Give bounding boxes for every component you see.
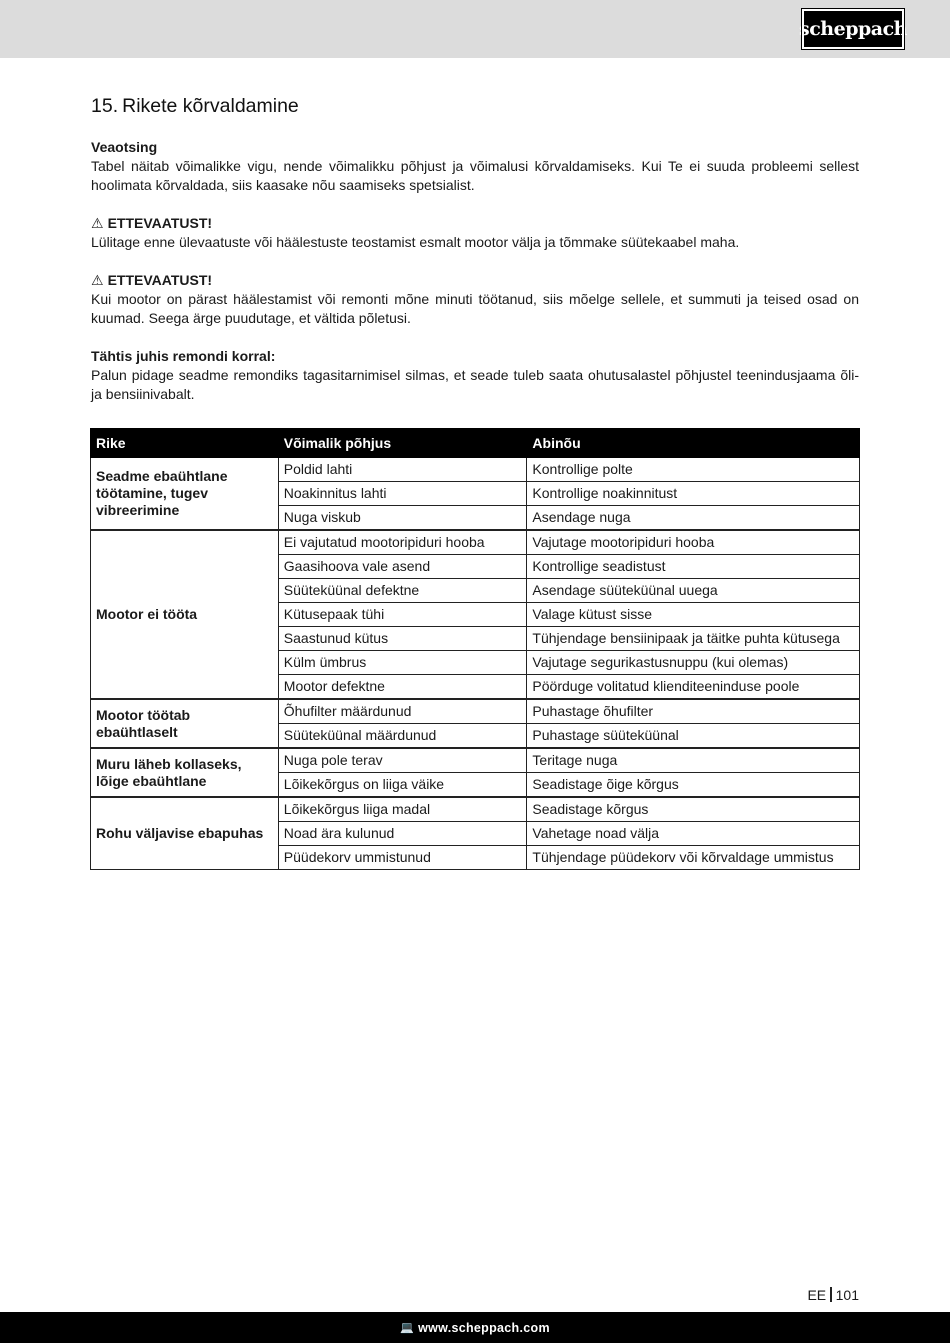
cause-cell: Süüteküünal defektne <box>278 579 527 603</box>
header-bar <box>0 0 950 58</box>
remedy-cell: Vajutage mootoripiduri hooba <box>527 530 860 555</box>
cause-cell: Lõikekõrgus liiga madal <box>278 797 527 822</box>
caution-text-2: Kui mootor on pärast häälestamist või remonti mõne minuti töötanud, siis mõelge sellele, et summuti ja teised osad on kuumad. Seega ärge puudutage, et vältida põletusi. <box>91 291 859 326</box>
fault-cell: Muru läheb kollaseks, lõige ebaühtlane <box>91 748 279 797</box>
remedy-cell: Vahetage noad välja <box>527 822 860 846</box>
cause-cell: Külm ümbrus <box>278 651 527 675</box>
troubleshooting-heading: Veaotsing <box>91 139 158 155</box>
remedy-cell: Asendage süüteküünal uuega <box>527 579 860 603</box>
table-body <box>91 458 860 870</box>
cause-cell: Poldid lahti <box>278 458 527 482</box>
section-number: 15. <box>91 95 119 117</box>
remedy-cell: Tühjendage püüdekorv või kõrvaldage ummistus <box>527 846 860 870</box>
cause-cell: Noad ära kulunud <box>278 822 527 846</box>
table-header-row <box>91 429 860 458</box>
warning-triangle-icon: ⚠ <box>91 215 104 231</box>
remedy-cell: Seadistage kõrgus <box>527 797 860 822</box>
scheppach-logo: scheppach <box>802 9 904 49</box>
remedy-cell: Puhastage õhufilter <box>527 699 860 724</box>
cause-cell: Püüdekorv ummistunud <box>278 846 527 870</box>
cause-cell: Nuga pole terav <box>278 748 527 773</box>
website-link[interactable]: www.scheppach.com <box>418 1320 550 1335</box>
monitor-icon: 💻 <box>400 1322 415 1334</box>
table-row <box>91 458 860 482</box>
cause-cell: Saastunud kütus <box>278 627 527 651</box>
column-header-fault: Rike <box>91 429 279 458</box>
caution-heading-2 <box>91 271 859 290</box>
table-row <box>91 797 860 822</box>
table-row <box>91 699 860 724</box>
remedy-cell: Teritage nuga <box>527 748 860 773</box>
footer-bar <box>0 1312 950 1343</box>
repair-note-text: Palun pidage seadme remondiks tagasitarnimisel silmas, et seade tuleb saata ohutusalastel põhjustel teenindusjaama õli- ja bensiinivabalt. <box>91 367 859 402</box>
remedy-cell: Pöörduge volitatud klienditeeninduse poole <box>527 675 860 700</box>
cause-cell: Lõikekõrgus on liiga väike <box>278 773 527 798</box>
cause-cell: Mootor defektne <box>278 675 527 700</box>
repair-note-heading: Tähtis juhis remondi korral: <box>91 348 276 364</box>
main-content <box>91 95 859 423</box>
remedy-cell: Kontrollige polte <box>527 458 860 482</box>
cause-cell: Gaasihoova vale asend <box>278 555 527 579</box>
table-row <box>91 748 860 773</box>
cause-cell: Süüteküünal määrdunud <box>278 724 527 749</box>
page-number-value: 101 <box>835 1287 859 1303</box>
warning-triangle-icon: ⚠ <box>91 272 104 288</box>
repair-note-block <box>91 347 859 404</box>
caution-heading-text-1: ETTEVAATUST! <box>107 215 213 231</box>
cause-cell: Nuga viskub <box>278 506 527 531</box>
column-header-remedy: Abinõu <box>527 429 860 458</box>
caution-heading-1 <box>91 214 859 233</box>
cause-cell: Noakinnitus lahti <box>278 482 527 506</box>
remedy-cell: Asendage nuga <box>527 506 860 531</box>
remedy-cell: Seadistage õige kõrgus <box>527 773 860 798</box>
page-number <box>807 1287 859 1303</box>
caution-heading-text-2: ETTEVAATUST! <box>107 272 213 288</box>
cause-cell: Ei vajutatud mootoripiduri hooba <box>278 530 527 555</box>
column-header-cause: Võimalik põhjus <box>278 429 527 458</box>
section-title <box>91 95 859 118</box>
remedy-cell: Vajutage segurikastusnuppu (kui olemas) <box>527 651 860 675</box>
troubleshooting-text: Tabel näitab võimalikke vigu, nende võimalikku põhjust ja võimalusi kõrvaldamiseks. Kui Te ei suuda probleemi sellest hoolimata kõrvaldada, siis kaasake nõu saamiseks spetsialist. <box>91 158 859 193</box>
remedy-cell: Puhastage süüteküünal <box>527 724 860 749</box>
cause-cell: Kütusepaak tühi <box>278 603 527 627</box>
remedy-cell: Kontrollige seadistust <box>527 555 860 579</box>
language-code: EE <box>807 1287 827 1303</box>
table-row <box>91 530 860 555</box>
cause-cell: Õhufilter määrdunud <box>278 699 527 724</box>
caution-block-2 <box>91 271 859 328</box>
remedy-cell: Kontrollige noakinnitust <box>527 482 860 506</box>
section-title-text: Rikete kõrvaldamine <box>122 95 299 117</box>
caution-text-1: Lülitage enne ülevaatuste või häälestuste teostamist esmalt mootor välja ja tõmmake süütekaabel maha. <box>91 234 740 250</box>
remedy-cell: Valage kütust sisse <box>527 603 860 627</box>
troubleshooting-table <box>90 428 860 870</box>
fault-cell: Mootor ei tööta <box>91 530 279 699</box>
fault-cell: Seadme ebaühtlane töötamine, tugev vibreerimine <box>91 458 279 531</box>
caution-block-1 <box>91 214 859 252</box>
remedy-cell: Tühjendage bensiinipaak ja täitke puhta kütusega <box>527 627 860 651</box>
page-separator <box>830 1287 832 1302</box>
troubleshooting-block <box>91 138 859 195</box>
fault-cell: Mootor töötab ebaühtlaselt <box>91 699 279 748</box>
fault-cell: Rohu väljavise ebapuhas <box>91 797 279 870</box>
